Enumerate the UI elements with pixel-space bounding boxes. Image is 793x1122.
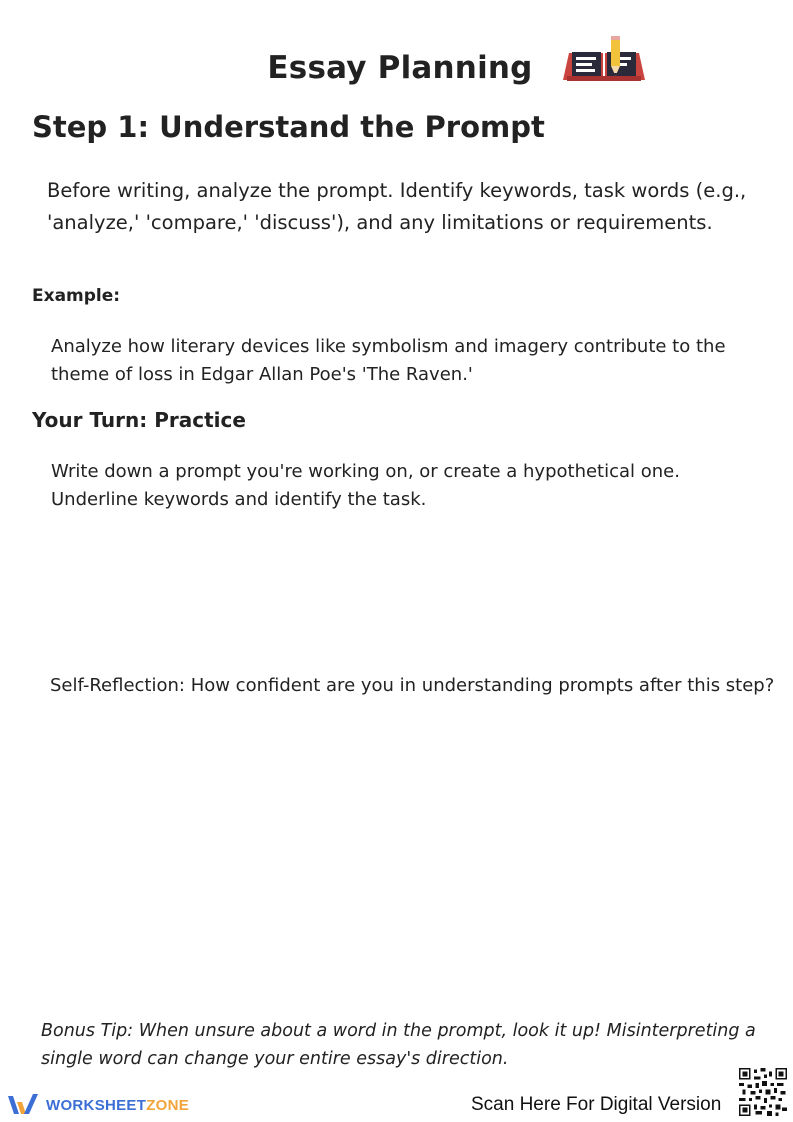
- brand-text-worksheet: WORKSHEET: [46, 1096, 147, 1114]
- brand-text-zone: ZONE: [146, 1096, 190, 1114]
- brand-logo: [6, 1090, 189, 1120]
- practice-instructions: Write down a prompt you're working on, or create a hypothetical one. Underline keywords and identify the task.: [51, 461, 680, 510]
- qr-code-icon[interactable]: [739, 1068, 787, 1116]
- book-pencil-icon: [559, 36, 649, 84]
- practice-heading: Your Turn: Practice: [32, 408, 246, 432]
- step-heading: Step 1: Understand the Prompt: [32, 110, 545, 144]
- example-text: Analyze how literary devices like symbolism and imagery contribute to the theme of loss in Edgar Allan Poe's 'The Raven.': [51, 336, 726, 385]
- intro-paragraph: Before writing, analyze the prompt. Identify keywords, task words (e.g., 'analyze,' 'compare,' 'discuss'), and any limitations or requirements.: [47, 179, 747, 234]
- worksheet-zone-logo-icon: [6, 1092, 40, 1118]
- self-reflection-answer-area[interactable]: [50, 735, 760, 1005]
- page-title: Essay Planning: [267, 50, 533, 86]
- bonus-tip: Bonus Tip: When unsure about a word in the prompt, look it up! Misinterpreting a single word can change your entire essay's direction.: [41, 1021, 756, 1069]
- example-label: Example:: [32, 286, 121, 306]
- scan-label: Scan Here For Digital Version: [471, 1094, 722, 1115]
- self-reflection-question: Self-Reflection: How confident are you in understanding prompts after this step?: [50, 675, 775, 696]
- practice-answer-area[interactable]: [51, 520, 761, 660]
